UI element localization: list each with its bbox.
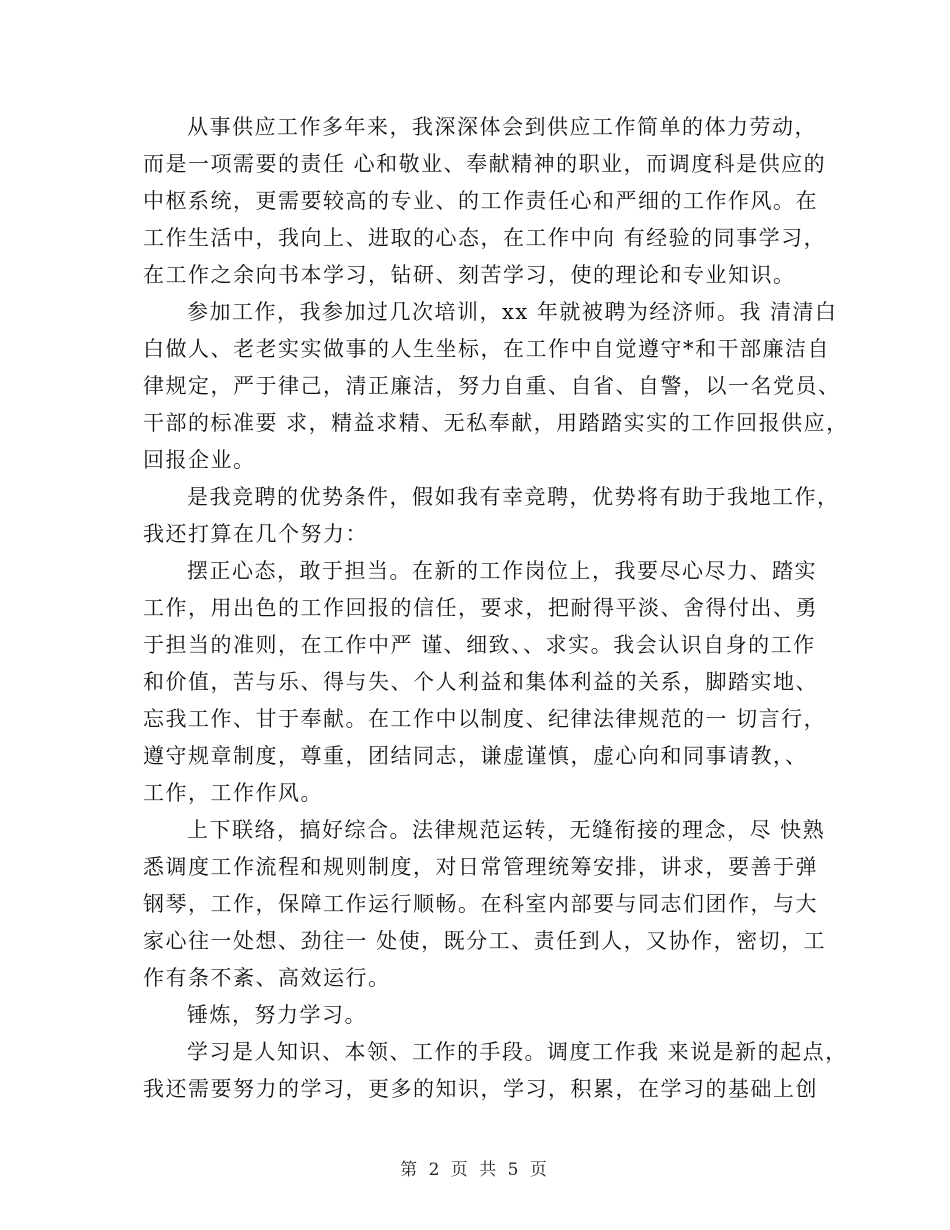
text-line: 从事供应工作多年来，我深深体会到供应工作简单的体力劳动， (187, 115, 817, 139)
text-line: 和价值，苦与乐、得与失、个人利益和集体利益的关系，脚踏实地、 (143, 670, 818, 694)
text-line: 中枢系统，更需要较高的专业、的工作责任心和严细的工作作风。在 (143, 189, 818, 213)
text-line: 悉调度工作流程和规则制度，对日常管理统筹安排，讲求，要善于弹 (143, 855, 818, 879)
text-line: 学习是人知识、本领、工作的手段。调度工作我 来说是新的起点， (187, 1040, 848, 1064)
text-line: 参加工作，我参加过几次培训，xx 年就被聘为经济师。我 清清白 (187, 300, 838, 324)
text-line: 上下联络，搞好综合。法律规范运转，无缝衔接的理念，尽 快熟 (187, 818, 826, 842)
text-line: 忘我工作、甘于奉献。在工作中以制度、纪律法律规范的一 切言行， (143, 707, 827, 731)
text-line: 于担当的准则，在工作中严 谨、细致、、求实。我会认识自身的工作 (143, 633, 816, 657)
text-line: 是我竞聘的优势条件，假如我有幸竞聘，优势将有助于我地工作， (187, 485, 840, 509)
text-line: 钢琴，工作，保障工作运行顺畅。在科室内部要与同志们团作，与大 (143, 892, 818, 916)
page-number-footer: 第 2 页 共 5 页 (400, 1160, 550, 1180)
text-line: 律规定，严于律己，清正廉洁，努力自重、自省、自警，以一名党员、 (143, 374, 841, 398)
text-line: 回报企业。 (143, 448, 256, 472)
text-line: 工作生活中，我向上、进取的心态，在工作中向 有经验的同事学习， (143, 226, 827, 250)
text-line: 白做人、老老实实做事的人生坐标，在工作中自觉遵守*和干部廉洁自 (143, 337, 830, 361)
text-line: 遵守规章制度，尊重，团结同志，谦虚谨慎，虚心向和同事请教，、 (143, 744, 808, 768)
text-line: 作有条不紊、高效运行。 (143, 966, 391, 990)
text-line: 我还需要努力的学习，更多的知识，学习，积累，在学习的基础上创 (143, 1077, 818, 1101)
text-line: 工作，用出色的工作回报的信任，要求，把耐得平淡、舍得付出、勇 (143, 596, 818, 620)
text-line: 摆正心态，敢于担当。在新的工作岗位上，我要尽心尽力、踏实 (187, 559, 817, 583)
text-line: 在工作之余向书本学习，钻研、刻苦学习，使的理论和专业知识。 (143, 263, 796, 287)
text-line: 锤炼，努力学习。 (187, 1003, 367, 1027)
text-line: 家心往一处想、劲往一 处使，既分工、责任到人，又协作，密切，工 (143, 929, 827, 953)
text-line: 干部的标准要 求，精益求精、无私奉献，用踏踏实实的工作回报供应， (143, 411, 849, 435)
text-line: 工作，工作作风。 (143, 781, 323, 805)
text-line: 而是一项需要的责任 心和敬业、奉献精神的职业，而调度科是供应的 (143, 152, 827, 176)
text-line: 我还打算在几个努力： (143, 522, 368, 546)
